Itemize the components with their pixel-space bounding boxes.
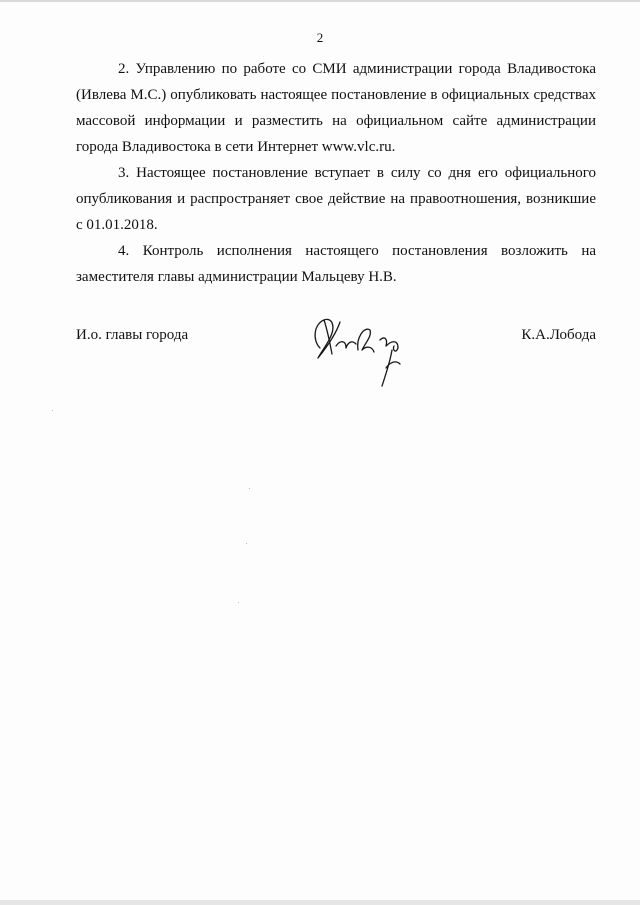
paragraph-effective-date: 3. Настоящее постановление вступает в силу со дня его официального опубликования и распространяет свое действие на правоотношения, возникшие с 01.01.2018. <box>76 165 596 233</box>
scan-speck <box>52 410 53 411</box>
handwritten-signature <box>306 310 426 394</box>
page-top-edge <box>0 0 640 2</box>
signatory-name: К.А.Лобода <box>521 327 596 343</box>
scan-speck <box>246 543 247 544</box>
page-bottom-edge <box>0 900 640 905</box>
paragraph-publication: 2. Управлению по работе со СМИ администрации города Владивостока (Ивлева М.С.) опубликовать настоящее постановление в официальных средствах массовой информации и разместить на официальном сайте администрации города Владивостока в сети Интернет www.vlc.ru. <box>76 61 596 155</box>
scan-speck <box>238 602 239 603</box>
scan-speck <box>249 488 250 489</box>
signatory-title: И.о. главы города <box>76 327 189 343</box>
paragraph-control: 4. Контроль исполнения настоящего постановления возложить на заместителя главы администрации Мальцеву Н.В. <box>76 243 596 285</box>
page-number: 2 <box>316 30 324 45</box>
